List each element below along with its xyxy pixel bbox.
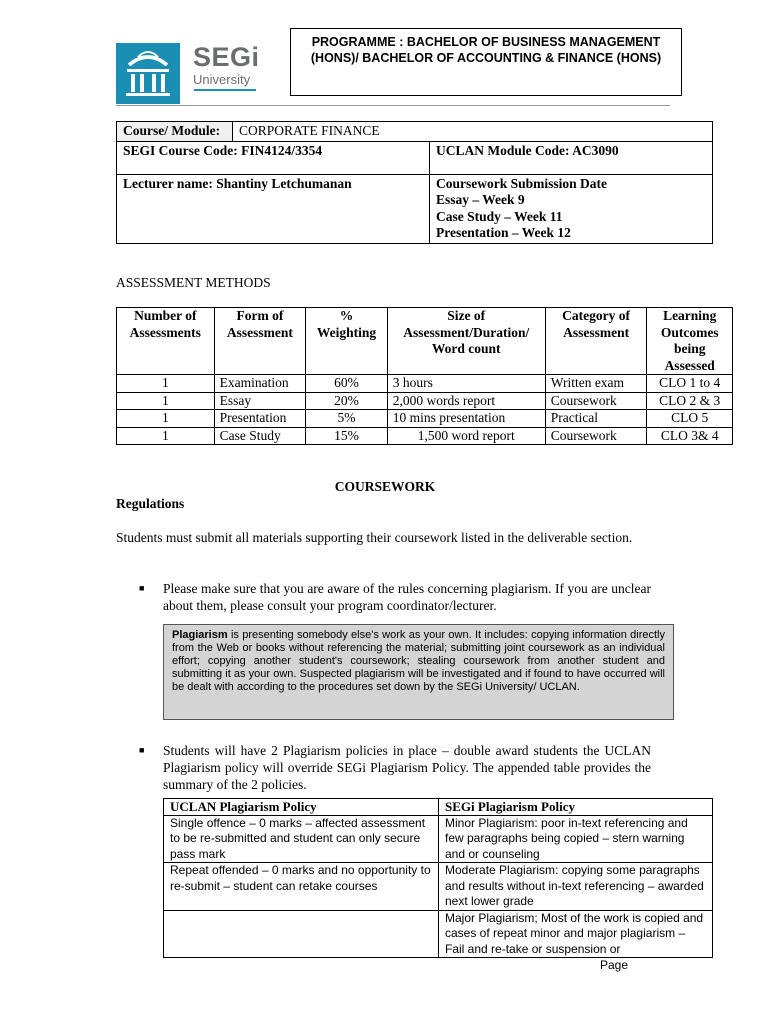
table-header-row — [117, 308, 733, 375]
cell: CLO 1 to 4 — [647, 375, 733, 393]
table-row — [164, 910, 713, 958]
cell: Coursework — [545, 392, 647, 410]
submission-title: Coursework Submission Date — [436, 175, 608, 191]
regulations-heading: Regulations — [116, 496, 185, 511]
cell: 1 — [117, 375, 215, 393]
bullet-text: Students will have 2 Plagiarism policies in place – double award students the UCLAN Plagiarism policy will override SEGi Plagiarism Policy. The appended table provides the summary of the 2 policies. — [163, 743, 651, 792]
cell: Single offence – 0 marks – affected assessment to be re-submitted and student can only secure pass mark — [164, 815, 439, 863]
table-row — [117, 427, 733, 445]
cell: 1 — [117, 427, 215, 445]
cell: Presentation — [214, 410, 306, 428]
table-row — [117, 122, 713, 142]
table-row — [164, 815, 713, 863]
col-outcomes: Learning Outcomes being Assessed — [647, 308, 733, 375]
lecturer-name: Lecturer name: Shantiny Letchumanan — [117, 174, 430, 243]
list-item — [116, 580, 651, 614]
col-size: Size of Assessment/Duration/ Word count — [387, 308, 545, 375]
logo-subtitle: University — [193, 72, 251, 87]
table-row — [117, 410, 733, 428]
plagiarism-keyword: Plagiarism — [172, 629, 228, 641]
plagiarism-text: is presenting somebody else's work as your own. It includes: copying information directly from the Web or books without referencing the material; submitting joint coursework as an individual effort; copying another student's coursework; stealing coursework from another student and submitting it as your own. Suspected plagiarism will be investigated and if found to have occurred will be dealt with according to the procedures set down by the SEGi University/ UCLAN. — [172, 629, 665, 693]
table-row — [164, 863, 713, 911]
cell: Essay — [214, 392, 306, 410]
list-item — [116, 742, 651, 793]
programme-title: PROGRAMME : BACHELOR OF BUSINESS MANAGEMENT (HONS)/ BACHELOR OF ACCOUNTING & FINANCE (HONS) — [290, 28, 682, 96]
col-segi-policy: SEGi Plagiarism Policy — [439, 799, 713, 816]
segi-logo-icon — [116, 43, 180, 104]
cell: 1 — [117, 392, 215, 410]
logo-underline — [194, 89, 256, 91]
cell: CLO 2 & 3 — [647, 392, 733, 410]
cell: Practical — [545, 410, 647, 428]
page-label: Page — [600, 958, 629, 972]
module-label: Course/ Module: — [117, 122, 233, 142]
cell: Case Study — [214, 427, 306, 445]
cell: 3 hours — [387, 375, 545, 393]
intro-paragraph: Students must submit all materials supporting their coursework listed in the deliverable section. — [116, 530, 633, 545]
cell: 20% — [306, 392, 388, 410]
cell: Written exam — [545, 375, 647, 393]
logo-name: SEGi — [193, 42, 260, 72]
submission-essay: Essay – Week 9 — [436, 192, 525, 207]
cell: 15% — [306, 427, 388, 445]
cell: Moderate Plagiarism: copying some paragraphs and results without in-text referencing – awarded next lower grade — [439, 863, 713, 911]
cell: 1,500 word report — [387, 427, 545, 445]
col-weighting: % Weighting — [306, 308, 388, 375]
col-uclan-policy: UCLAN Plagiarism Policy — [164, 799, 439, 816]
col-form: Form of Assessment — [214, 308, 306, 375]
bullet-text: Please make sure that you are aware of the rules concerning plagiarism. If you are unclear about them, please consult your program coordinator/lecturer. — [163, 581, 651, 613]
submission-dates — [430, 174, 713, 243]
table-row — [117, 141, 713, 174]
assessment-table — [116, 307, 733, 445]
segi-course-code: SEGI Course Code: FIN4124/3354 — [117, 141, 430, 174]
submission-case-study: Case Study – Week 11 — [436, 208, 563, 224]
cell: CLO 5 — [647, 410, 733, 428]
bullet-icon: ■ — [139, 583, 145, 593]
table-header-row — [164, 799, 713, 816]
logo-wordmark — [193, 44, 260, 88]
cell: 5% — [306, 410, 388, 428]
cell: Minor Plagiarism: poor in-text referencing and few paragraphs being copied – stern warning and or counseling — [439, 815, 713, 863]
cell: CLO 3& 4 — [647, 427, 733, 445]
cell: 10 mins presentation — [387, 410, 545, 428]
plagiarism-policy-table — [163, 798, 713, 958]
cell: 2,000 words report — [387, 392, 545, 410]
plagiarism-definition-box — [163, 624, 674, 720]
col-category: Category of Assessment — [545, 308, 647, 375]
table-row — [117, 174, 713, 243]
submission-presentation: Presentation – Week 12 — [436, 225, 571, 240]
cell: Repeat offended – 0 marks and no opportunity to re-submit – student can retake courses — [164, 863, 439, 911]
bullet-icon: ■ — [139, 745, 145, 755]
assessment-methods-title: ASSESSMENT METHODS — [116, 275, 271, 290]
cell: Examination — [214, 375, 306, 393]
cell: Coursework — [545, 427, 647, 445]
cell: 1 — [117, 410, 215, 428]
cell: Major Plagiarism; Most of the work is copied and cases of repeat minor and major plagiarism – Fail and re-take or suspension or — [439, 910, 713, 958]
header-divider — [116, 105, 670, 106]
module-value: CORPORATE FINANCE — [233, 122, 713, 142]
uclan-module-code: UCLAN Module Code: AC3090 — [430, 141, 713, 174]
col-number: Number of Assessments — [117, 308, 215, 375]
cell: 60% — [306, 375, 388, 393]
coursework-title: COURSEWORK — [334, 479, 436, 494]
table-row — [117, 392, 733, 410]
table-row — [117, 375, 733, 393]
course-info-table — [116, 121, 713, 244]
cell — [164, 910, 439, 958]
